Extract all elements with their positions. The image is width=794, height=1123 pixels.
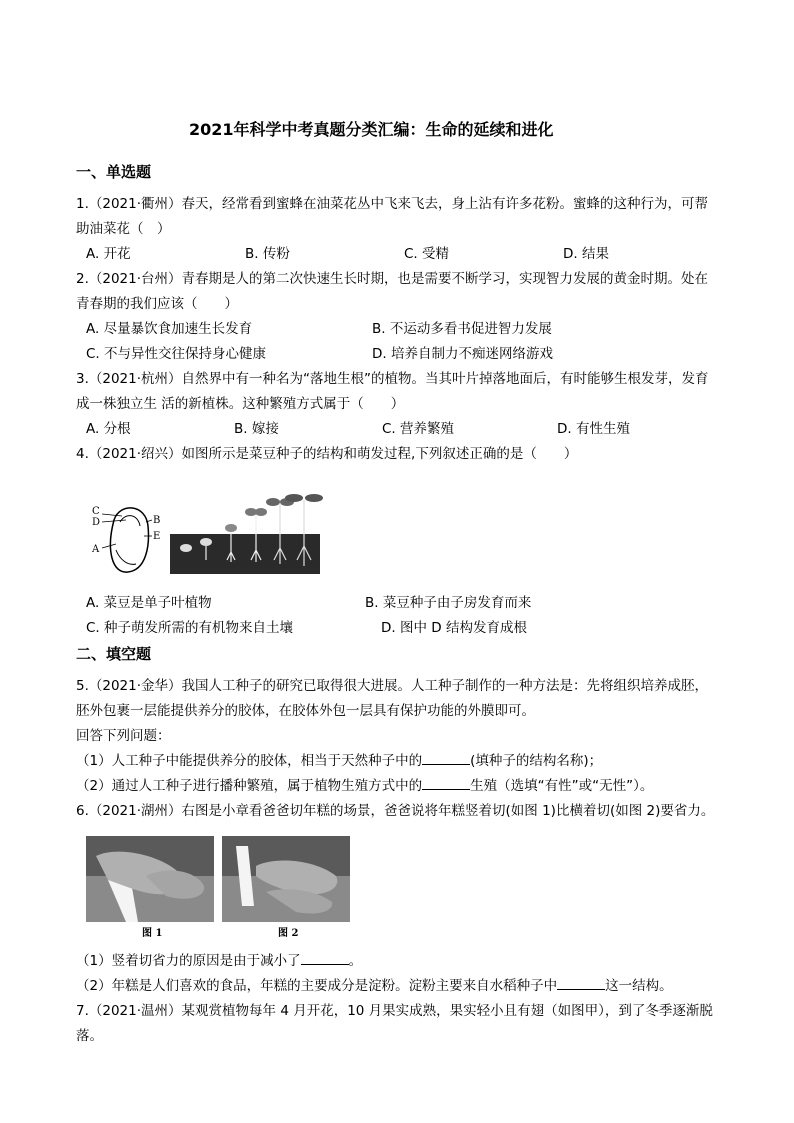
q1-option-c[interactable]: C. 受精 xyxy=(404,246,450,262)
question-5-part-2 xyxy=(76,776,653,796)
q4-option-b[interactable]: B. 菜豆种子由子房发育而来 xyxy=(365,595,532,611)
question-1-line-1: 1.（2021·衢州）春天，经常看到蜜蜂在油菜花丛中飞来飞去，身上沾有许多花粉。蜜蜂的这种行为，可帮 xyxy=(76,196,709,212)
section-heading-fill-in: 二、填空题 xyxy=(76,645,152,663)
q4-option-d[interactable]: D. 图中 D 结构发育成根 xyxy=(381,620,527,636)
question-3-line-1: 3.（2021·杭州）自然界中有一种名为“落地生根”的植物。当其叶片掉落地面后，有时能够生根发芽，发育 xyxy=(76,371,709,387)
q4-option-c[interactable]: C. 种子萌发所需的有机物来自土壤 xyxy=(86,620,294,636)
question-5-line-3: 回答下列问题： xyxy=(76,728,171,744)
question-7-line-1: 7.（2021·温州）某观赏植物每年 4 月开花，10 月果实成熟，果实轻小且有翅（如图甲），到了冬季逐渐脱 xyxy=(76,1003,713,1019)
question-7-line-2: 落。 xyxy=(76,1028,103,1044)
q1-option-b[interactable]: B. 传粉 xyxy=(245,246,290,262)
q5-part2-text-a: （2）通过人工种子进行播种繁殖，属于植物生殖方式中的 xyxy=(76,778,423,794)
q5-part2-text-b: 生殖（选填“有性”或“无性”）。 xyxy=(470,778,654,794)
rice-cake-figure xyxy=(86,836,350,940)
question-5-line-2: 胚外包裹一层能提供养分的胶体，在胶体外包一层具有保护功能的外膜即可。 xyxy=(76,703,535,719)
fig1-caption: 图 1 xyxy=(142,928,163,939)
q2-option-b[interactable]: B. 不运动多看书促进智力发展 xyxy=(372,321,552,337)
label-e: E xyxy=(153,531,161,542)
q3-option-b[interactable]: B. 嫁接 xyxy=(234,421,279,437)
label-c: C xyxy=(92,506,100,517)
label-d: D xyxy=(92,517,101,528)
q6-blank-2[interactable] xyxy=(557,977,605,990)
question-1-line-2: 助油菜花（ ） xyxy=(76,221,171,237)
question-2-line-1: 2.（2021·台州）青春期是人的第二次快速生长时期，也是需要不断学习，实现智力发展的黄金时期。处在 xyxy=(76,271,709,287)
question-5-line-1: 5.（2021·金华）我国人工种子的研究已取得很大进展。人工种子制作的一种方法是：先将组织培养成胚， xyxy=(76,678,709,694)
q5-part1-text-b: (填种子的结构名称)； xyxy=(470,753,603,769)
bean-seed-figure xyxy=(86,490,326,580)
q6-part2-text-b: 这一结构。 xyxy=(605,978,673,994)
page-title: 2021年科学中考真题分类汇编：生命的延续和进化 xyxy=(189,120,554,139)
bean-seed-diagram xyxy=(86,490,326,580)
q6-part2-text-a: （2）年糕是人们喜欢的食品，年糕的主要成分是淀粉。淀粉主要来自水稻种子中 xyxy=(76,978,558,994)
rice-cake-photos xyxy=(86,836,350,940)
question-5-part-1 xyxy=(76,751,602,771)
q1-option-d[interactable]: D. 结果 xyxy=(563,246,609,262)
q5-part1-text-a: （1）人工种子中能提供养分的胶体，相当于天然种子中的 xyxy=(76,753,423,769)
q2-option-c[interactable]: C. 不与异性交往保持身心健康 xyxy=(86,346,267,362)
section-heading-single-choice: 一、单选题 xyxy=(76,163,152,181)
label-a: A xyxy=(92,544,100,555)
q4-option-a[interactable]: A. 菜豆是单子叶植物 xyxy=(86,595,212,611)
q6-blank-1[interactable] xyxy=(301,952,349,965)
q3-option-a[interactable]: A. 分根 xyxy=(86,421,131,437)
question-3-line-2: 成一株独立生 活的新植株。这种繁殖方式属于（ ） xyxy=(76,396,405,412)
question-6-part-1 xyxy=(76,951,362,971)
q6-part1-text-b: 。 xyxy=(348,953,363,969)
q5-blank-2[interactable] xyxy=(422,777,470,790)
q2-option-a[interactable]: A. 尽量暴饮食加速生长发育 xyxy=(86,321,253,337)
q5-blank-1[interactable] xyxy=(422,752,470,765)
q3-option-d[interactable]: D. 有性生殖 xyxy=(557,421,630,437)
q1-option-a[interactable]: A. 开花 xyxy=(86,246,131,262)
question-2-line-2: 青春期的我们应该（ ） xyxy=(76,296,238,312)
fig2-caption: 图 2 xyxy=(278,928,299,939)
label-b: B xyxy=(153,515,161,526)
question-6-part-2 xyxy=(76,976,673,996)
question-4-line-1: 4.（2021·绍兴）如图所示是菜豆种子的结构和萌发过程,下列叙述正确的是（ ） xyxy=(76,446,578,462)
q3-option-c[interactable]: C. 营养繁殖 xyxy=(382,421,455,437)
q6-part1-text-a: （1）竖着切省力的原因是由于减小了 xyxy=(76,953,301,969)
q2-option-d[interactable]: D. 培养自制力不痴迷网络游戏 xyxy=(372,346,553,362)
question-6-line-1: 6.（2021·湖州）右图是小章看爸爸切年糕的场景，爸爸说将年糕竖着切(如图 1)比横着切(如图 2)要省力。 xyxy=(76,803,715,819)
